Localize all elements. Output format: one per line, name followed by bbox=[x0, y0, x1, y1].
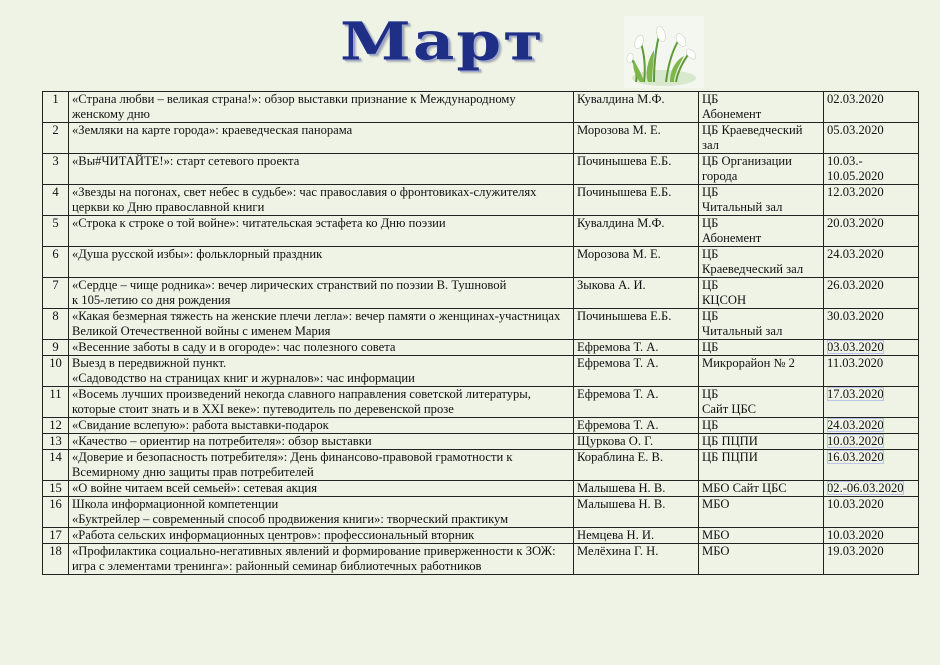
event-title bbox=[69, 92, 574, 123]
event-title-text: «Доверие и безопасность потребителя»: День финансово-правовой грамотности к Всемирному дню защиты прав потребителей bbox=[72, 450, 513, 479]
row-number bbox=[43, 340, 69, 356]
event-date bbox=[824, 497, 919, 528]
event-date bbox=[824, 418, 919, 434]
responsible-person-text: Ефремова Т. А. bbox=[577, 387, 659, 401]
event-title-text: «Вы#ЧИТАЙТЕ!»: старт сетевого проекта bbox=[72, 154, 300, 168]
event-date-text: 02.-06.03.2020 bbox=[827, 481, 904, 495]
responsible-person bbox=[574, 434, 699, 450]
responsible-person bbox=[574, 418, 699, 434]
table-row bbox=[43, 154, 919, 185]
responsible-person-text: Щуркова О. Г. bbox=[577, 434, 654, 448]
event-date-text: 10.03.2020 bbox=[827, 434, 884, 448]
event-place-text: ЦБ Абонемент bbox=[702, 216, 762, 245]
event-title-text: «Душа русской избы»: фольклорный праздник bbox=[72, 247, 323, 261]
row-number-text: 10 bbox=[49, 356, 62, 370]
event-place bbox=[699, 497, 824, 528]
event-place bbox=[699, 154, 824, 185]
event-title bbox=[69, 154, 574, 185]
event-place bbox=[699, 340, 824, 356]
event-date-text: 05.03.2020 bbox=[827, 123, 884, 137]
row-number bbox=[43, 216, 69, 247]
event-date-text: 03.03.2020 bbox=[827, 340, 884, 354]
event-date-text: 20.03.2020 bbox=[827, 216, 884, 230]
table-row bbox=[43, 92, 919, 123]
row-number bbox=[43, 387, 69, 418]
event-place bbox=[699, 216, 824, 247]
event-date-text: 02.03.2020 bbox=[827, 92, 884, 106]
responsible-person-text: Кораблина Е. В. bbox=[577, 450, 664, 464]
row-number bbox=[43, 154, 69, 185]
event-date-text: 19.03.2020 bbox=[827, 544, 884, 558]
event-date-text: 17.03.2020 bbox=[827, 387, 884, 401]
event-date-text: 30.03.2020 bbox=[827, 309, 884, 323]
event-title-text: «Сердце – чище родника»: вечер лирических странствий по поэзии В. Тушновой к 105-летию со дня рождения bbox=[72, 278, 507, 307]
row-number bbox=[43, 481, 69, 497]
event-title bbox=[69, 216, 574, 247]
responsible-person-text: Мелёхина Г. Н. bbox=[577, 544, 659, 558]
responsible-person-text: Кувалдина М.Ф. bbox=[577, 216, 665, 230]
event-date-text: 24.03.2020 bbox=[827, 418, 884, 432]
event-place-text: ЦБ Читальный зал bbox=[702, 309, 783, 338]
event-date bbox=[824, 450, 919, 481]
row-number bbox=[43, 278, 69, 309]
event-title-text: Школа информационной компетенции «Буктрейлер – современный способ продвижения книги»: творческий практикум bbox=[72, 497, 509, 526]
table-row bbox=[43, 528, 919, 544]
responsible-person bbox=[574, 309, 699, 340]
responsible-person-text: Кувалдина М.Ф. bbox=[577, 92, 665, 106]
event-place-text: МБО bbox=[702, 544, 730, 558]
event-date-text: 10.03.- 10.05.2020 bbox=[827, 154, 884, 183]
responsible-person-text: Зыкова А. И. bbox=[577, 278, 646, 292]
row-number bbox=[43, 418, 69, 434]
event-date bbox=[824, 309, 919, 340]
event-date bbox=[824, 434, 919, 450]
responsible-person bbox=[574, 387, 699, 418]
event-place bbox=[699, 278, 824, 309]
row-number bbox=[43, 528, 69, 544]
responsible-person-text: Морозова М. Е. bbox=[577, 123, 661, 137]
events-table-body bbox=[43, 92, 919, 575]
event-place-text: ЦБ ПЦПИ bbox=[702, 450, 758, 464]
responsible-person-text: Починышева Е.Б. bbox=[577, 309, 672, 323]
row-number-text: 2 bbox=[52, 123, 59, 137]
event-place-text: ЦБ Краеведческий зал bbox=[702, 247, 804, 276]
event-place-text: ЦБ ПЦПИ bbox=[702, 434, 758, 448]
event-place bbox=[699, 450, 824, 481]
table-row bbox=[43, 544, 919, 575]
event-title-text: «Восемь лучших произведений некогда славного направления советской литературы, которые стоит знать и в XXI веке»: путеводитель по деревенской прозе bbox=[72, 387, 531, 416]
row-number-text: 16 bbox=[49, 497, 62, 511]
table-row bbox=[43, 356, 919, 387]
event-place bbox=[699, 247, 824, 278]
event-title bbox=[69, 497, 574, 528]
event-date bbox=[824, 528, 919, 544]
event-title-text: Выезд в передвижной пункт. «Садоводство на страницах книг и журналов»: час информации bbox=[72, 356, 415, 385]
event-date-text: 10.03.2020 bbox=[827, 497, 884, 511]
event-place bbox=[699, 92, 824, 123]
responsible-person bbox=[574, 123, 699, 154]
event-place-text: МБО bbox=[702, 528, 730, 542]
event-place-text: ЦБ Краеведческий зал bbox=[702, 123, 803, 152]
event-place bbox=[699, 434, 824, 450]
page-header bbox=[0, 10, 940, 85]
event-date bbox=[824, 247, 919, 278]
table-row bbox=[43, 418, 919, 434]
event-place bbox=[699, 418, 824, 434]
event-date bbox=[824, 544, 919, 575]
row-number-text: 17 bbox=[49, 528, 62, 542]
event-title-text: «Страна любви – великая страна!»: обзор выставки признание к Международному женскому дню bbox=[72, 92, 516, 121]
event-place bbox=[699, 544, 824, 575]
row-number-text: 4 bbox=[52, 185, 59, 199]
event-title bbox=[69, 309, 574, 340]
event-date-text: 24.03.2020 bbox=[827, 247, 884, 261]
table-row bbox=[43, 247, 919, 278]
responsible-person bbox=[574, 544, 699, 575]
event-date-text: 10.03.2020 bbox=[827, 528, 884, 542]
event-place-text: ЦБ Сайт ЦБС bbox=[702, 387, 757, 416]
row-number bbox=[43, 123, 69, 154]
responsible-person bbox=[574, 185, 699, 216]
event-place bbox=[699, 185, 824, 216]
row-number-text: 1 bbox=[52, 92, 59, 106]
event-date bbox=[824, 185, 919, 216]
table-row bbox=[43, 278, 919, 309]
responsible-person-text: Ефремова Т. А. bbox=[577, 356, 659, 370]
event-place bbox=[699, 387, 824, 418]
row-number bbox=[43, 544, 69, 575]
event-title-text: «О войне читаем всей семьей»: сетевая акция bbox=[72, 481, 318, 495]
row-number-text: 18 bbox=[49, 544, 62, 558]
table-row bbox=[43, 497, 919, 528]
event-place-text: МБО Сайт ЦБС bbox=[702, 481, 787, 495]
row-number bbox=[43, 450, 69, 481]
event-title bbox=[69, 387, 574, 418]
table-row bbox=[43, 387, 919, 418]
row-number-text: 6 bbox=[52, 247, 59, 261]
row-number-text: 5 bbox=[52, 216, 59, 230]
event-date bbox=[824, 340, 919, 356]
row-number bbox=[43, 356, 69, 387]
table-row bbox=[43, 216, 919, 247]
event-date-text: 16.03.2020 bbox=[827, 450, 884, 464]
table-row bbox=[43, 185, 919, 216]
table-row bbox=[43, 434, 919, 450]
event-title-text: «Земляки на карте города»: краеведческая панорама bbox=[72, 123, 353, 137]
event-title bbox=[69, 356, 574, 387]
event-title bbox=[69, 340, 574, 356]
event-title bbox=[69, 481, 574, 497]
event-title-text: «Весенние заботы в саду и в огороде»: час полезного совета bbox=[72, 340, 396, 354]
row-number bbox=[43, 92, 69, 123]
event-title bbox=[69, 278, 574, 309]
table-row bbox=[43, 450, 919, 481]
event-title bbox=[69, 528, 574, 544]
event-date bbox=[824, 481, 919, 497]
row-number-text: 12 bbox=[49, 418, 62, 432]
responsible-person-text: Малышева Н. В. bbox=[577, 497, 666, 511]
event-place-text: ЦБ bbox=[702, 418, 719, 432]
event-date bbox=[824, 92, 919, 123]
event-place bbox=[699, 309, 824, 340]
responsible-person-text: Морозова М. Е. bbox=[577, 247, 661, 261]
row-number-text: 11 bbox=[49, 387, 62, 401]
event-title-text: «Качество – ориентир на потребителя»: обзор выставки bbox=[72, 434, 372, 448]
snowdrop-flowers-icon bbox=[624, 16, 704, 88]
event-date bbox=[824, 387, 919, 418]
event-date-text: 11.03.2020 bbox=[827, 356, 884, 370]
event-place-text: ЦБ bbox=[702, 340, 719, 354]
event-date-text: 26.03.2020 bbox=[827, 278, 884, 292]
events-table bbox=[42, 91, 919, 575]
event-title-text: «Профилактика социально-негативных явлений и формирование приверженности к ЗОЖ: игра с элементами тренинга»: районный семинар библиотечных работников bbox=[72, 544, 556, 573]
event-place-text: ЦБ Читальный зал bbox=[702, 185, 783, 214]
responsible-person bbox=[574, 92, 699, 123]
row-number bbox=[43, 497, 69, 528]
event-place bbox=[699, 356, 824, 387]
row-number-text: 15 bbox=[49, 481, 62, 495]
event-title-text: «Звезды на погонах, свет небес в судьбе»: час православия о фронтовиках-служителях церкви ко Дню православной книги bbox=[72, 185, 537, 214]
responsible-person-text: Починышева Е.Б. bbox=[577, 154, 672, 168]
row-number-text: 7 bbox=[52, 278, 59, 292]
table-row bbox=[43, 309, 919, 340]
event-place-text: ЦБ Абонемент bbox=[702, 92, 762, 121]
responsible-person-text: Ефремова Т. А. bbox=[577, 418, 659, 432]
row-number bbox=[43, 247, 69, 278]
event-date bbox=[824, 356, 919, 387]
responsible-person bbox=[574, 154, 699, 185]
event-title bbox=[69, 544, 574, 575]
event-place-text: МБО bbox=[702, 497, 730, 511]
row-number-text: 8 bbox=[52, 309, 59, 323]
row-number bbox=[43, 434, 69, 450]
row-number bbox=[43, 185, 69, 216]
responsible-person bbox=[574, 450, 699, 481]
responsible-person-text: Малышева Н. В. bbox=[577, 481, 666, 495]
event-title-text: «Работа сельских информационных центров»: профессиональный вторник bbox=[72, 528, 475, 542]
event-title bbox=[69, 450, 574, 481]
responsible-person-text: Починышева Е.Б. bbox=[577, 185, 672, 199]
event-title-text: «Свидание вслепую»: работа выставки-подарок bbox=[72, 418, 329, 432]
table-row bbox=[43, 481, 919, 497]
event-place-text: ЦБ КЦСОН bbox=[702, 278, 747, 307]
event-date bbox=[824, 278, 919, 309]
responsible-person bbox=[574, 497, 699, 528]
event-title bbox=[69, 434, 574, 450]
event-title bbox=[69, 247, 574, 278]
table-row bbox=[43, 123, 919, 154]
row-number bbox=[43, 309, 69, 340]
event-title-text: «Строка к строке о той войне»: читательская эстафета ко Дню поэзии bbox=[72, 216, 446, 230]
responsible-person bbox=[574, 247, 699, 278]
row-number-text: 13 bbox=[49, 434, 62, 448]
event-place-text: Микрорайон № 2 bbox=[702, 356, 795, 370]
responsible-person bbox=[574, 278, 699, 309]
responsible-person bbox=[574, 216, 699, 247]
event-title-text: «Какая безмерная тяжесть на женские плечи легла»: вечер памяти о женщинах-участницах Великой Отечественной войны с именем Мария bbox=[72, 309, 561, 338]
responsible-person bbox=[574, 528, 699, 544]
event-date bbox=[824, 154, 919, 185]
responsible-person bbox=[574, 481, 699, 497]
event-title bbox=[69, 123, 574, 154]
table-row bbox=[43, 340, 919, 356]
event-date-text: 12.03.2020 bbox=[827, 185, 884, 199]
responsible-person bbox=[574, 340, 699, 356]
event-title bbox=[69, 185, 574, 216]
event-title bbox=[69, 418, 574, 434]
event-place bbox=[699, 481, 824, 497]
responsible-person bbox=[574, 356, 699, 387]
responsible-person-text: Ефремова Т. А. bbox=[577, 340, 659, 354]
event-place bbox=[699, 528, 824, 544]
row-number-text: 9 bbox=[52, 340, 59, 354]
event-date bbox=[824, 216, 919, 247]
responsible-person-text: Немцева Н. И. bbox=[577, 528, 655, 542]
event-place bbox=[699, 123, 824, 154]
event-date bbox=[824, 123, 919, 154]
row-number-text: 14 bbox=[49, 450, 62, 464]
page-title: Март bbox=[340, 11, 545, 73]
row-number-text: 3 bbox=[52, 154, 59, 168]
event-place-text: ЦБ Организации города bbox=[702, 154, 792, 183]
